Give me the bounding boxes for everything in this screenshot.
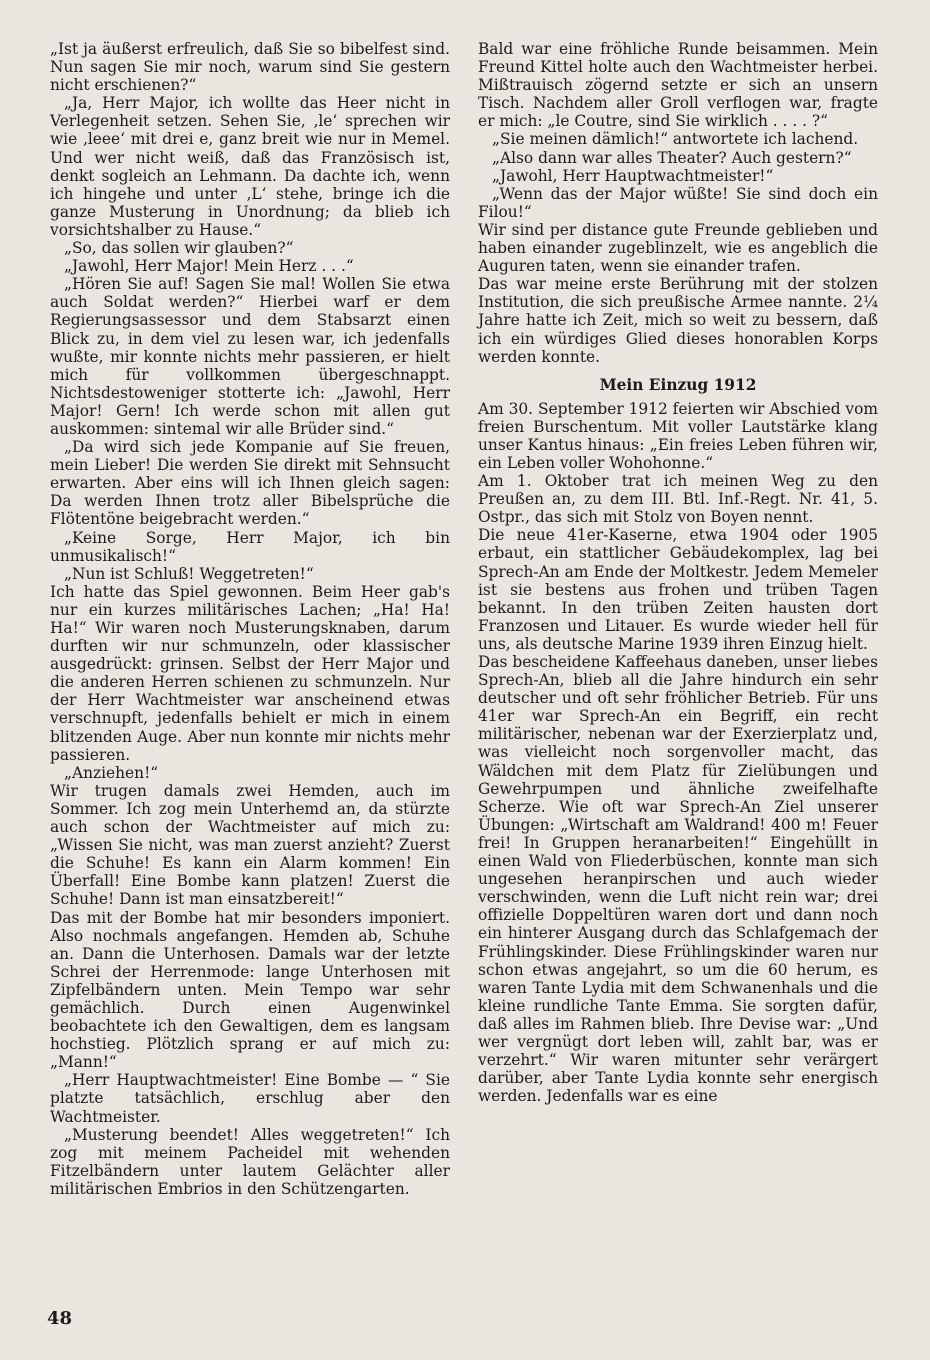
left-column bbox=[50, 40, 450, 1198]
paragraph: Am 30. September 1912 feierten wir Abschied vom freien Burschentum. Mit voller Lautstärke klang unser Kantus hinaus: „Ein freies Leben führen wir, ein Leben voller Wohohonne.“ bbox=[478, 399, 878, 472]
paragraph: Am 1. Oktober trat ich meinen Weg zu den Preußen an, zu dem III. Btl. Inf.-Regt. Nr. 41, 5. Ostpr., das sich mit Stolz von Boyen nennt. bbox=[478, 472, 878, 527]
paragraph: „Musterung beendet! Alles weggetreten!“ Ich zog mit meinem Pacheidel mit wehenden Fitzelbändern unter lautem Gelächter aller militärischen Embrios in den Schützengarten. bbox=[50, 1125, 450, 1198]
page-number: 48 bbox=[47, 1308, 73, 1329]
paragraph: Ich hatte das Spiel gewonnen. Beim Heer gab's nur ein kurzes militärisches Lachen; „Ha! Ha! Ha!“ Wir waren noch Musterungsknaben, darum durften wir nur schmunzeln, oder klassischer ausgedrückt: grinsen. Selbst der Herr Major und die anderen Herren schienen zu schmunzeln. Nur der Herr Wachtmeister war anscheinend etwas verschnupft, jedenfalls behielt er mich in einem blitzenden Auge. Aber nun konnte mir nichts mehr passieren. bbox=[50, 582, 450, 764]
paragraph: „Anziehen!“ bbox=[64, 763, 159, 782]
paragraph: Das mit der Bombe hat mir besonders imponiert. Also nochmals angefangen. Hemden ab, Schuhe an. Dann die Unterhosen. Damals war der letzte Schrei der Herrenmode: lange Unterhosen mit Zipfelbändern unten. Mein Tempo war sehr gemächlich. Durch einen Augenwinkel beobachtete ich den Gewaltigen, dem es langsam hochstieg. Plötzlich sprang er auf mich zu: „Mann!“ bbox=[50, 908, 450, 1072]
paragraph: Das bescheidene Kaffeehaus daneben, unser liebes Sprech-An, blieb all die Jahre hindurch ein sehr deutscher und oft sehr fröhlicher Betrieb. Für uns 41er war Sprech-An ein Begriff, ein recht militärischer, nebenan war der Exerzierplatz und, was vielleicht noch sorgenvoller macht, das Wäldchen mit dem Platz für Zielübungen und Gewehrpumpen und ähnliche zweifelhafte Scherze. Wie oft war Sprech-An Ziel unserer Übungen: „Wirtschaft am Waldrand! 400 m! Feuer frei! In Gruppen heranarbeiten!“ Eingehüllt in einen Wald von Fliederbüschen, konnte man sich ungesehen heranpirschen und auch wieder verschwinden, wenn die Luft nicht rein war; drei offizielle Doppeltüren waren dort und dann noch ein hinterer Ausgang durch das Schlafgemach der Frühlingskinder. Diese Frühlingskinder waren nur schon etwas angejahrt, so um die 60 herum, es waren Tante Lydia mit dem Schwanenhals und die kleine rundliche Tante Emma. Sie sorgten dafür, daß alles im Rahmen blieb. Ihre Devise war: „Und wer vergnügt dort leben will, zahlt bar, was er verzehrt.“ Wir waren mitunter sehr verärgert darüber, aber Tante Lydia konnte sehr energisch werden. Jedenfalls war es eine bbox=[478, 653, 878, 1106]
paragraph: „Hören Sie auf! Sagen Sie mal! Wollen Sie etwa auch Soldat werden?“ Hierbei warf er dem Regierungsassessor und dem Stabsarzt einen Blick zu, in dem viel zu lesen war, ich jedenfalls wußte, mir konnte nichts mehr passieren, er hielt mich für vollkommen übergeschnappt. Nichtsdestoweniger stotterte ich: „Jawohl, Herr Major! Gern! Ich werde schon mit allen gut auskommen: sintemal wir alle Brüder sind.“ bbox=[50, 275, 450, 438]
paragraph: „Sie meinen dämlich!“ antwortete ich lachend. bbox=[492, 130, 859, 149]
paragraph: „Nun ist Schluß! Weggetreten!“ bbox=[64, 564, 314, 583]
paragraph: Bald war eine fröhliche Runde beisammen. Mein Freund Kittel holte auch den Wachtmeister herbei. Mißtrauisch zögernd setzte er sich an unsern Tisch. Nachdem aller Groll verflogen war, fragte er mich: „le Coutre, sind Sie wirklich . . . . ?“ bbox=[478, 40, 878, 131]
paragraph: Wir sind per distance gute Freunde geblieben und haben einander zugeblinzelt, wie es angeblich die Auguren taten, wenn sie einander trafen. bbox=[478, 220, 878, 276]
paragraph: „Ist ja äußerst erfreulich, daß Sie so bibelfest sind. Nun sagen Sie mir noch, warum sind Sie gestern nicht erschienen?“ bbox=[50, 40, 450, 95]
paragraph: Das war meine erste Berührung mit der stolzen Institution, die sich preußische Armee nannte. 2¼ Jahre hatte ich Zeit, mich so weit zu bessern, daß ich ein würdiges Glied dieses honorablen Korps werden konnte. bbox=[478, 275, 878, 366]
paragraph: „So, das sollen wir glauben?“ bbox=[64, 239, 294, 258]
paragraph: Die neue 41er-Kaserne, etwa 1904 oder 1905 erbaut, ein stattlicher Gebäudekomplex, lag bei Sprech-An am Ende der Moltkestr. Jedem Memeler ist sie bestens aus frohen und trüben Tagen bekannt. In den trüben Zeiten hausten dort Franzosen und Litauer. Es wurde wieder hell für uns, als deutsche Marine 1939 ihren Einzug hielt. bbox=[478, 526, 878, 653]
paragraph: „Herr Hauptwachtmeister! Eine Bombe — “ Sie platzte tatsächlich, erschlug aber den Wachtmeister. bbox=[50, 1071, 450, 1126]
paragraph: Wir trugen damals zwei Hemden, auch im Sommer. Ich zog mein Unterhemd an, da stürzte auch schon der Wachtmeister auf mich zu: „Wissen Sie nicht, was man zuerst anzieht? Zuerst die Schuhe! Es kann ein Alarm kommen! Ein Überfall! Eine Bombe kann platzen! Zuerst die Schuhe! Dann ist man einsatzbereit!“ bbox=[50, 781, 450, 909]
paragraph: „Da wird sich jede Kompanie auf Sie freuen, mein Lieber! Die werden Sie direkt mit Sehnsucht erwarten. Aber eins will ich Ihnen gleich sagen: Da werden Ihnen trotz aller Bibelsprüche die Flötentöne beigebracht werden.“ bbox=[50, 438, 450, 529]
paragraph: „Jawohl, Herr Hauptwachtmeister!“ bbox=[492, 166, 774, 185]
paragraph: „Keine Sorge, Herr Major, ich bin unmusikalisch!“ bbox=[50, 528, 450, 565]
right-column bbox=[478, 40, 878, 1105]
paragraph: „Wenn das der Major wüßte! Sie sind doch ein Filou!“ bbox=[478, 184, 878, 221]
paragraph: „Jawohl, Herr Major! Mein Herz . . .“ bbox=[64, 257, 354, 276]
paragraph: „Also dann war alles Theater? Auch gestern?“ bbox=[492, 148, 852, 167]
section-heading: Mein Einzug 1912 bbox=[599, 375, 757, 394]
paragraph: „Ja, Herr Major, ich wollte das Heer nicht in Verlegenheit setzen. Sehen Sie, ‚le‘ sprechen wir wie ‚leee‘ mit drei e, ganz breit wie nur in Memel. Und wer nicht weiß, daß das Französisch ist, denkt sogleich an Lehmann. Da dachte ich, wenn ich hingehe und unter ‚L‘ stehe, bringe ich die ganze Musterung in Unordnung; da blieb ich vorsichtshalber zu Hause.“ bbox=[50, 94, 450, 239]
